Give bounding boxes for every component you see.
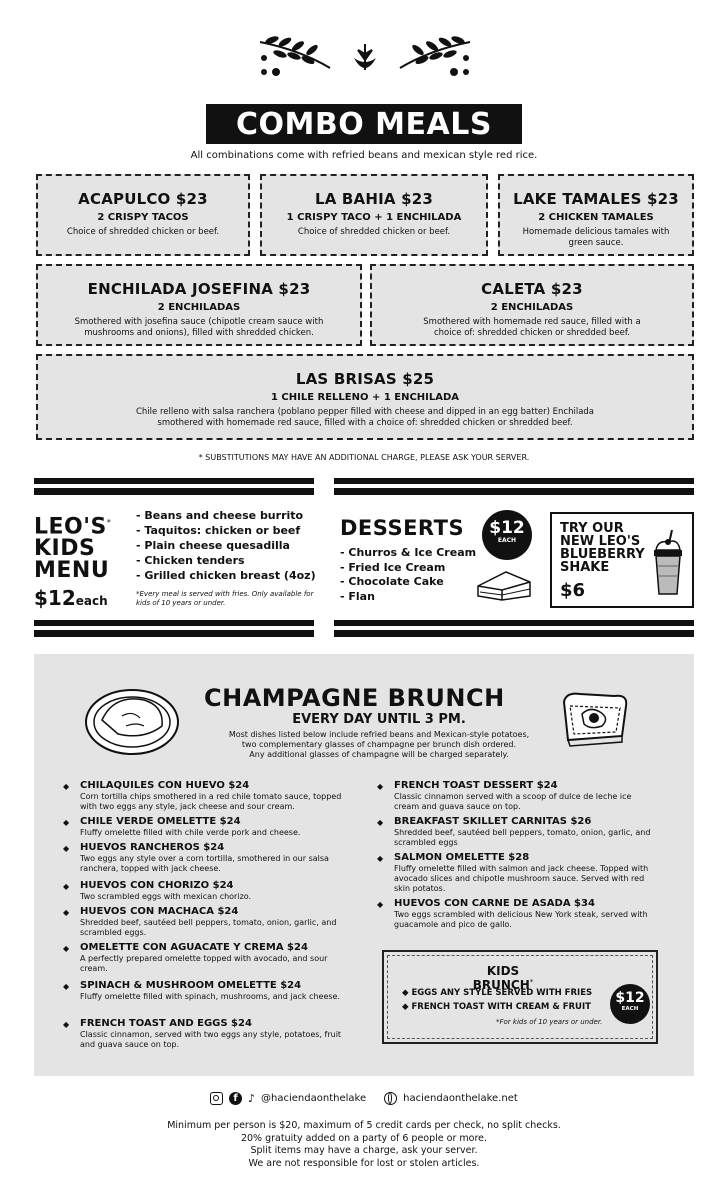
brunch-item-desc: Fluffy omelette filled with spinach, mushrooms, and jack cheese.	[80, 992, 341, 1001]
diamond-bullet-icon: ◆	[63, 782, 70, 791]
kids-brunch-box	[382, 950, 658, 1044]
brunch-item-desc: Corn tortilla chips smothered in a red chile tomato sauce, topped with two eggs any style, jack cheese and sour cream.	[80, 792, 342, 811]
milkshake-icon	[648, 530, 688, 600]
divider-bar	[34, 478, 314, 484]
combo-box-acapulco	[36, 174, 250, 256]
kids-title-line: KIDS	[34, 536, 96, 562]
kids-brunch-item	[402, 988, 592, 998]
brunch-desc-line: two complementary glasses of champagne per brunch dish ordered.	[241, 740, 517, 749]
diamond-bullet-icon: ◆	[402, 988, 412, 998]
kids-brunch-item-text: EGGS ANY STYLE SERVED WITH FRIES	[411, 988, 593, 998]
combo-name: LAKE TAMALES $23	[513, 190, 679, 208]
champagne-brunch-section	[34, 654, 694, 1076]
combo-items: 1 CRISPY TACO + 1 ENCHILADA	[286, 212, 462, 223]
combo-desc: Smothered with josefina sauce (chipotle cream sauce with mushrooms and onions), filled with shredded chicken.	[74, 317, 324, 338]
brunch-item-name: SPINACH & MUSHROOM OMELETTE $24	[80, 980, 302, 991]
globe-icon	[384, 1092, 397, 1105]
website-link[interactable]: haciendaonthelake.net	[403, 1093, 518, 1104]
list-item: - Churros & Ice Cream	[340, 546, 477, 559]
brunch-subtitle: EVERY DAY UNTIL 3 PM.	[292, 712, 466, 727]
list-item: - Grilled chicken breast (4oz)	[136, 569, 316, 582]
combo-name: CALETA $23	[481, 280, 583, 298]
list-item: - Taquitos: chicken or beef	[136, 524, 301, 537]
diamond-bullet-icon: ◆	[377, 818, 384, 827]
kids-menu-list	[136, 508, 316, 583]
footer-line: We are not responsible for lost or stolen articles.	[248, 1157, 480, 1169]
diamond-bullet-icon: ◆	[63, 882, 70, 891]
brunch-item	[63, 880, 342, 902]
brunch-item-desc: Two eggs scrambled with delicious New York steak, served with guacamole and pico de gallo.	[394, 910, 648, 929]
brunch-item-name: HUEVOS RANCHEROS $24	[80, 842, 225, 853]
shake-text	[560, 522, 650, 574]
brunch-item-name: HUEVOS CON MACHACA $24	[80, 906, 239, 917]
combo-name: LAS BRISAS $25	[295, 370, 435, 388]
badge-unit: EACH	[497, 537, 517, 544]
shake-line: BLUEBERRY	[560, 547, 645, 562]
brunch-item	[63, 906, 342, 938]
laurel-ornament	[250, 30, 480, 82]
combo-box-caleta	[370, 264, 694, 346]
diamond-bullet-icon: ◆	[402, 1002, 412, 1012]
list-item: - Flan	[340, 589, 375, 603]
divider-bar	[34, 488, 314, 495]
shake-price: $6	[560, 580, 586, 601]
footer-line: Minimum per person is $20, maximum of 5 credit cards per check, no split checks.	[167, 1120, 561, 1131]
brunch-item-desc: Two scrambled eggs with mexican chorizo.	[80, 892, 252, 901]
brunch-item-name: CHILE VERDE OMELETTE $24	[80, 816, 241, 827]
combo-desc: Smothered with homemade red sauce, filled with a choice of: shredded chicken or shredded beef.	[423, 317, 641, 338]
diamond-bullet-icon: ◆	[63, 944, 70, 953]
instagram-icon[interactable]	[210, 1092, 223, 1105]
combo-box-lake-tamales	[498, 174, 694, 256]
footer-social	[210, 1092, 518, 1105]
shake-line: SHAKE	[560, 560, 610, 575]
combo-box-la-bahia	[260, 174, 488, 256]
combo-box-las-brisas	[36, 354, 694, 440]
diamond-bullet-icon: ◆	[63, 908, 70, 917]
kids-brunch-item-text: FRENCH TOAST WITH CREAM & FRUIT	[411, 1002, 591, 1012]
cake-slice-icon	[476, 570, 532, 602]
diamond-bullet-icon: ◆	[63, 818, 70, 827]
brunch-item-name: SALMON OMELETTE $28	[394, 852, 530, 863]
brunch-item	[377, 780, 656, 812]
list-item: - Fried Ice Cream	[340, 560, 446, 574]
brunch-item	[377, 898, 656, 930]
brunch-item	[377, 852, 656, 894]
footer-line: 20% gratuity added on a party of 6 people or more.	[240, 1132, 488, 1144]
combo-box-enchilada-josefina	[36, 264, 362, 346]
kids-price-unit: each	[75, 594, 108, 608]
combo-name: ENCHILADA JOSEFINA $23	[87, 280, 311, 298]
substitutions-note: * SUBSTITUTIONS MAY HAVE AN ADDITIONAL CHARGE, PLEASE ASK YOUR SERVER.	[198, 453, 530, 462]
kids-title-line: LEO'S	[34, 514, 107, 540]
combo-desc: Choice of shredded chicken or beef.	[66, 227, 220, 237]
kids-brunch-note: *For kids of 10 years or under.	[496, 1018, 603, 1026]
brunch-item-desc: Shredded beef, sautéed bell peppers, tomato, onion, garlic, and scrambled eggs.	[80, 918, 337, 937]
brunch-item	[63, 1018, 342, 1050]
brunch-item-name: FRENCH TOAST AND EGGS $24	[80, 1018, 252, 1029]
brunch-item-desc: Classic cinnamon served with a scoop of dulce de leche ice cream and guava sauce on top.	[394, 792, 632, 811]
diamond-bullet-icon: ◆	[377, 854, 384, 863]
brunch-item-desc: Shredded beef, sautéed bell peppers, tomato, onion, garlic, and scrambled eggs	[394, 828, 651, 847]
divider-bar	[334, 478, 694, 484]
desserts-price-badge	[482, 510, 532, 560]
brunch-item-name: CHILAQUILES CON HUEVO $24	[80, 780, 250, 791]
combo-desc: Choice of shredded chicken or beef.	[297, 227, 451, 237]
kids-title-line: MENU	[34, 558, 110, 584]
list-item: - Plain cheese quesadilla	[136, 539, 290, 552]
brunch-item	[63, 980, 342, 1002]
diamond-bullet-icon: ◆	[63, 1020, 70, 1029]
footer-line: Split items may have a charge, ask your server.	[250, 1145, 478, 1156]
brunch-item-desc: Classic cinnamon, served with two eggs any style, potatoes, fruit and guava sauce on top.	[80, 1030, 342, 1049]
social-handle[interactable]: @haciendaonthelake	[261, 1093, 367, 1104]
combo-name: LA BAHIA $23	[314, 190, 434, 208]
brunch-item-desc: Fluffy omelette filled with chile verde pork and cheese.	[80, 828, 301, 837]
desserts-list	[340, 546, 476, 604]
brunch-item-name: HUEVOS CON CHORIZO $24	[80, 880, 234, 891]
kids-menu-title	[34, 512, 111, 582]
divider-bar	[34, 630, 314, 637]
brunch-item-desc: Fluffy omelette filled with salmon and jack cheese. Topped with avocado slices and chipotle mushroom sauce. Served with red skin potatos.	[394, 864, 649, 893]
shake-line: NEW LEO'S	[560, 534, 641, 549]
brunch-item-name: OMELETTE CON AGUACATE Y CREMA $24	[80, 942, 308, 953]
brunch-item-name: HUEVOS CON CARNE DE ASADA $34	[394, 898, 595, 909]
diamond-bullet-icon: ◆	[377, 782, 384, 791]
kids-title-asterisk: *	[106, 518, 112, 527]
desserts-title: DESSERTS	[340, 516, 465, 540]
divider-bar	[334, 620, 694, 626]
combo-items: 2 ENCHILADAS	[490, 302, 574, 313]
badge-unit: EACH	[621, 1006, 639, 1012]
combo-subtitle: All combinations come with refried beans and mexican style red rice.	[190, 150, 538, 161]
brunch-item	[63, 816, 342, 838]
blueberry-shake-box	[550, 512, 694, 608]
combo-items: 1 CHILE RELLENO + 1 ENCHILADA	[270, 392, 460, 403]
shake-line: TRY OUR	[560, 521, 624, 536]
diamond-bullet-icon: ◆	[63, 844, 70, 853]
kids-menu-note: *Every meal is served with fries. Only available for kids of 10 years or under.	[136, 590, 314, 607]
list-item: - Chicken tenders	[136, 554, 245, 567]
combo-items: 2 CRISPY TACOS	[97, 212, 189, 223]
facebook-icon[interactable]: f	[229, 1092, 242, 1105]
tiktok-icon[interactable]: ♪	[248, 1092, 256, 1105]
combo-desc: Homemade delicious tamales with green sauce.	[522, 227, 670, 248]
divider-bar	[334, 488, 694, 495]
french-toast-icon	[556, 688, 634, 750]
badge-price: $12	[615, 990, 645, 1006]
combo-meals-title: COMBO MEALS	[206, 104, 522, 144]
brunch-item	[377, 816, 656, 848]
brunch-item	[63, 780, 342, 812]
brunch-item-desc: Two eggs any style over a corn tortilla, smothered in our salsa ranchera, topped with jack cheese.	[80, 854, 329, 873]
brunch-item-name: BREAKFAST SKILLET CARNITAS $26	[394, 816, 592, 827]
kids-price	[34, 586, 108, 610]
divider-bar	[34, 620, 314, 626]
combo-items: 2 ENCHILADAS	[157, 302, 241, 313]
kids-brunch-item	[402, 1002, 591, 1012]
kids-brunch-price-badge	[610, 984, 650, 1024]
combo-items: 2 CHICKEN TAMALES	[538, 212, 654, 223]
divider-bar	[334, 630, 694, 637]
diamond-bullet-icon: ◆	[377, 900, 384, 909]
kids-brunch-asterisk: *	[529, 978, 534, 986]
kids-price-value: $12	[34, 586, 76, 610]
footer-policies	[0, 1120, 728, 1170]
brunch-desc-line: Most dishes listed below include refried beans and Mexican-style potatoes,	[228, 730, 530, 739]
list-item: - Chocolate Cake	[340, 575, 444, 588]
brunch-item-desc: A perfectly prepared omelette topped with avocado, and sour cream.	[80, 954, 328, 973]
combo-name: ACAPULCO $23	[78, 190, 208, 208]
brunch-item	[63, 942, 342, 974]
brunch-item-name: FRENCH TOAST DESSERT $24	[394, 780, 558, 791]
combo-desc: Chile relleno with salsa ranchera (poblano pepper filled with cheese and dipped in an egg batter) Enchilada smothered with homemade red sauce, filled with a choice of: shredded chicken or shredded beef.	[135, 407, 595, 428]
badge-price: $12	[489, 518, 525, 538]
brunch-desc-line: Any additional glasses of champagne will be charged separately.	[249, 750, 509, 759]
list-item: - Beans and cheese burrito	[136, 509, 304, 522]
brunch-item	[63, 842, 342, 874]
kids-brunch-title-text: KIDS BRUNCH	[472, 964, 530, 992]
brunch-title: CHAMPAGNE BRUNCH	[204, 684, 505, 712]
diamond-bullet-icon: ◆	[63, 982, 70, 991]
